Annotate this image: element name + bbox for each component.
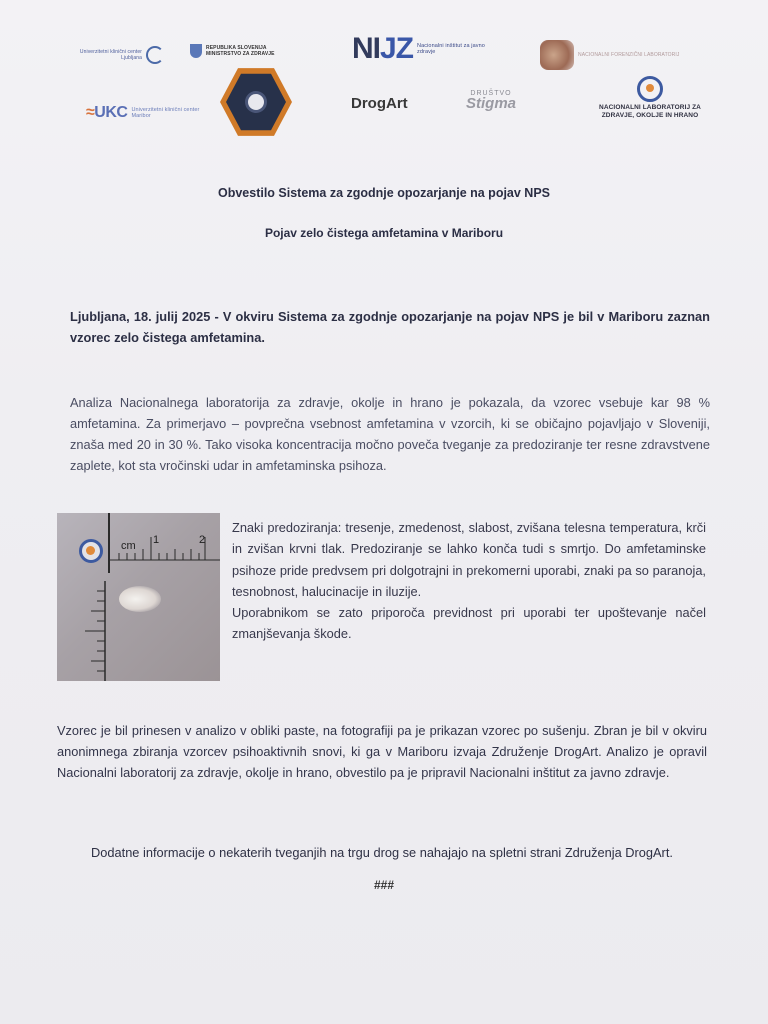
nijz-wordmark: NIJZ [352, 32, 414, 65]
overdose-section [232, 517, 706, 645]
page-subtitle: Pojav zelo čistega amfetamina v Mariboru [264, 226, 504, 240]
page-title: Obvestilo Sistema za zgodnje opozarjanje na pojav NPS [217, 186, 551, 200]
ukc-maribor-logo [86, 104, 201, 122]
end-mark: ### [373, 878, 395, 892]
slovenia-shield-icon [190, 44, 202, 58]
drustvo-stigma-logo [466, 90, 516, 111]
hexagon-emblem-logo [220, 66, 292, 138]
ukc-maribor-mark: ≈UKC [86, 104, 128, 121]
sample-photo [57, 513, 220, 681]
ruler-vertical [57, 581, 107, 681]
ministry-text: REPUBLIKA SLOVENIJA MINISTRSTVO ZA ZDRAVJE [206, 45, 275, 57]
ukc-maribor-text: Univerzitetni klinični center Maribor [131, 107, 200, 119]
nlzoh-text: NACIONALNI LABORATORIJ ZA ZDRAVJE, OKOLJE IN HRANO [599, 104, 701, 119]
ukc-c-icon [146, 46, 164, 64]
stigma-label: Stigma [466, 95, 517, 112]
ukc-ljubljana-text: Univerzitetni klinični center Ljubljana [79, 49, 142, 61]
nlzoh-logo [590, 76, 710, 120]
ruler-tick-1: 1 [153, 534, 160, 546]
sample-info-paragraph: Vzorec je bil prinesen v analizo v obliki paste, na fotografiji pa je prikazan vzorec po sušenju. Zbran je bil v okviru anonimnega zbiranja vzorcev psihoaktivnih snovi, ki ga v Mariboru izvaja Združenje DrogArt. Analizo je opravil Nacionalni laboratorij za zdravje, okolje in hrano, obvestilo pa je pripravil Nacionalni inštitut za javno zdravje. [57, 723, 707, 780]
nlzoh-emblem-icon [637, 76, 663, 102]
lead-paragraph: Ljubljana, 18. julij 2025 - V okviru Sistema za zgodnje opozarjanje na pojav NPS je bil v Mariboru zaznan vzorec zelo čistega amfetamina. [70, 309, 710, 345]
forensic-lab-logo [540, 40, 738, 70]
ruler-unit-label: cm [121, 540, 136, 552]
ruler-tick-2: 2 [199, 534, 206, 546]
extra-info-paragraph: Dodatne informacije o nekaterih tveganjih na trgu drog se nahajajo na spletni strani Združenja DrogArt. [91, 845, 673, 860]
nlzoh-watermark-icon [79, 539, 103, 563]
ministry-of-health-logo [190, 44, 281, 58]
nijz-logo [352, 34, 487, 64]
dried-sample [119, 586, 161, 612]
analysis-paragraph: Analiza Nacionalnega laboratorija za zdravje, okolje in hrano je pokazala, da vzorec vsebuje kar 98 % amfetamina. Za primerjavo – povprečna vsebnost amfetamina v vzorcih, ki se običajno pojavljajo v Sloveniji, znaša med 20 in 30 %. Tako visoka koncentracija močno poveča tveganje za predoziranje ter resne zdravstvene zaplete, kot sta vročinski udar in amfetaminska psihoza. [70, 395, 710, 473]
hexagon-emblem-icon [220, 66, 292, 138]
drustvo-label: DRUŠTVO [470, 90, 512, 97]
advice-paragraph: Uporabnikom se zato priporoča previdnost pri uporabi ter upoštevanje načel zmanjševanja škode. [232, 605, 706, 642]
forensic-lab-text: NACIONALNI FORENZIČNI LABORATORIJ [578, 52, 680, 58]
overdose-signs-paragraph: Znaki predoziranja: tresenje, zmedenost, slabost, zvišana telesna temperatura, krči in zvišan krvni tlak. Predoziranje se lahko konča tudi s smrtjo. Do amfetaminske psihoze pride predvsem pri dolgotrajni in prekomerni uporabi, znaki pa so paranoja, tesnobnost, halucinacije in iluzije. [232, 520, 706, 599]
ukc-ljubljana-logo [66, 46, 164, 64]
drogart-logo: DrogArt [351, 95, 408, 112]
nijz-subtitle: Nacionalni inštitut za javno zdravje [417, 42, 485, 55]
forensic-lab-emblem-icon [540, 40, 574, 70]
